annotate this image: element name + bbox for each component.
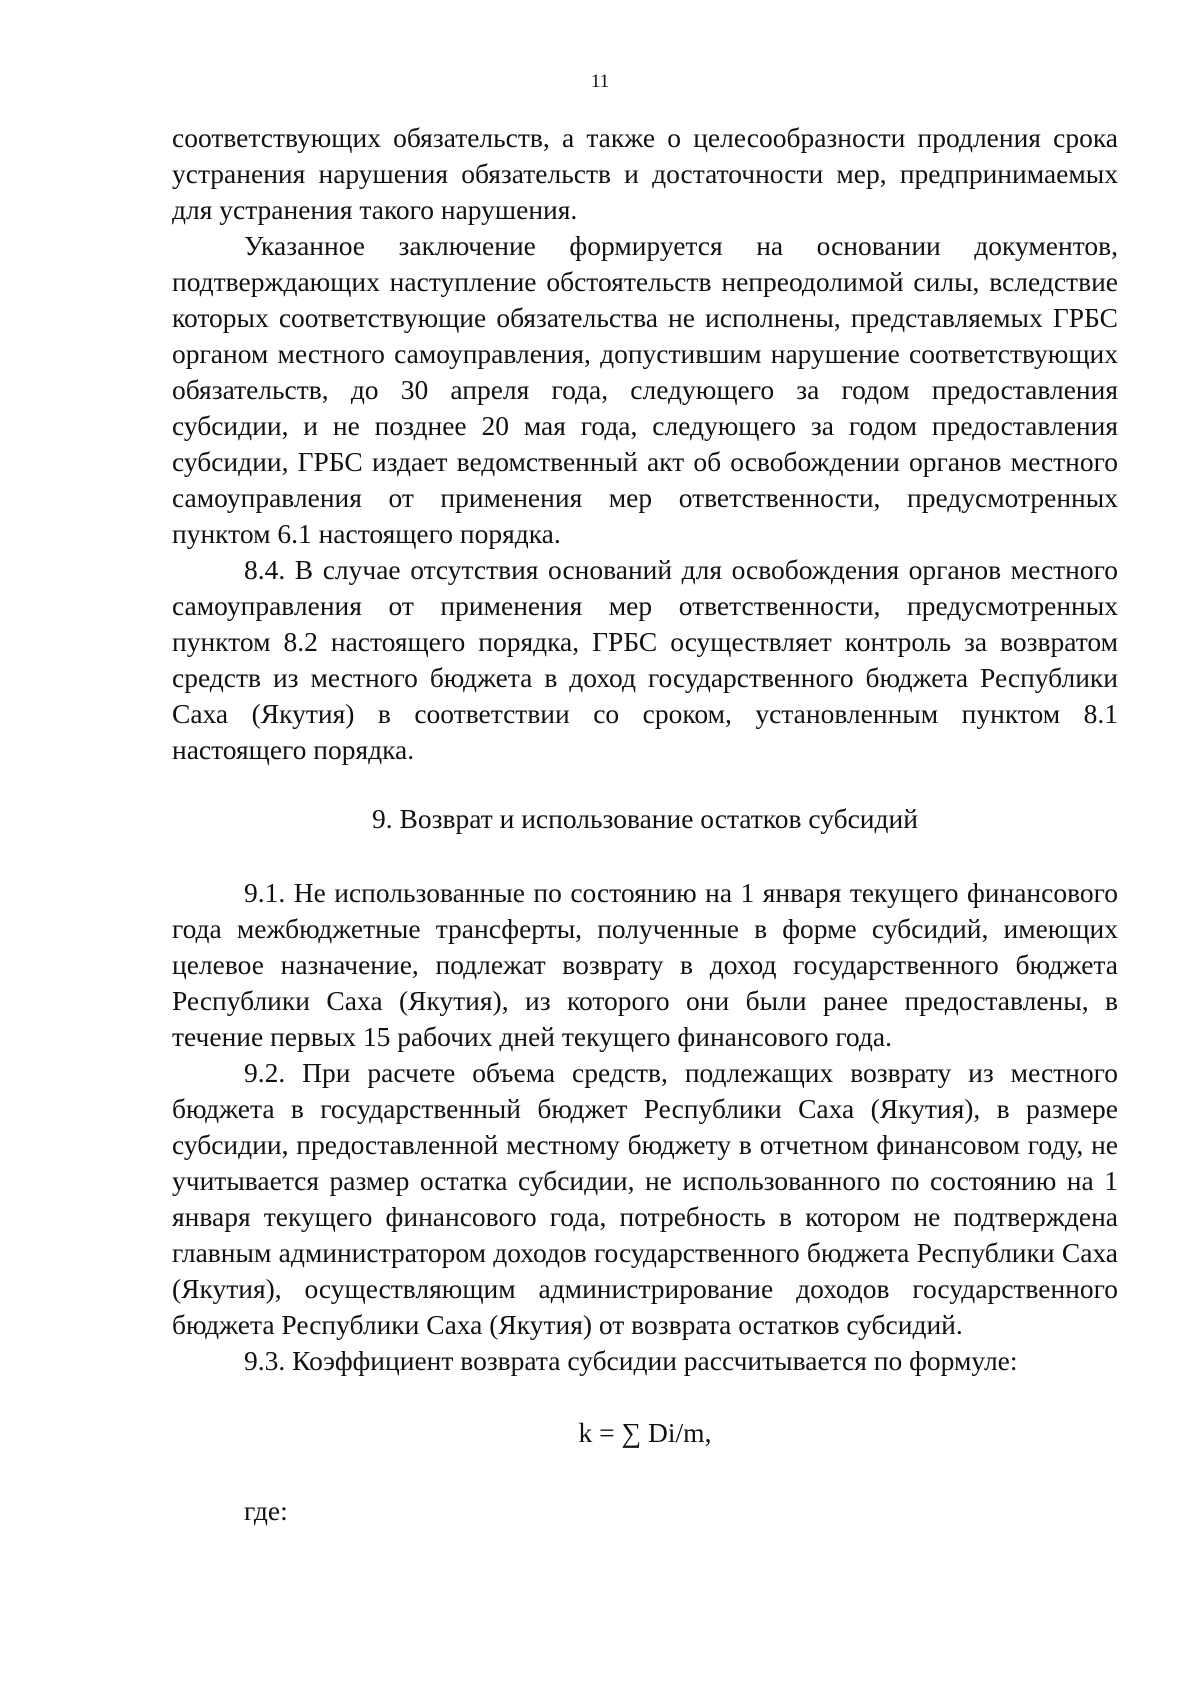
- paragraph-9-2: 9.2. При расчете объема средств, подлежащих возврату из местного бюджета в государственный бюджет Республики Саха (Якутия), в размере субсидии, предоставленной местному бюджету в отчетном финансовом году, не учитывается размер остатка субсидии, не использованного по состоянию на 1 января текущего финансового года, потребность в котором не подтверждена главным администратором доходов государственного бюджета Республики Саха (Якутия), осуществляющим администрирование доходов государственного бюджета Республики Саха (Якутия) от возврата остатков субсидий.: [172, 1057, 1118, 1340]
- paragraph-conclusion: Указанное заключение формируется на основании документов, подтверждающих наступление обстоятельств непреодолимой силы, вследствие которых соответствующие обязательства не исполнены, представляемых ГРБС органом местного самоуправления, допустившим нарушение соответствующих обязательств, до 30 апреля года, следующего за годом предоставления субсидии, и не позднее 20 мая года, следующего за годом предоставления субсидии, ГРБС издает ведомственный акт об освобождении органов местного самоуправления от применения мер ответственности, предусмотренных пунктом 6.1 настоящего порядка.: [172, 230, 1118, 549]
- paragraph-9-3: 9.3. Коэффициент возврата субсидии рассчитывается по формуле:: [244, 1345, 1018, 1376]
- paragraph-continuation: соответствующих обязательств, а также о целесообразности продления срока устранения нарушения обязательств и достаточности мер, предпринимаемых для устранения такого нарушения.: [172, 122, 1118, 225]
- paragraph-9-1: 9.1. Не использованные по состоянию на 1 января текущего финансового года межбюджетные трансферты, полученные в форме субсидий, имеющих целевое назначение, подлежат возврату в доход государственного бюджета Республики Саха (Якутия), из которого они были ранее предоставлены, в течение первых 15 рабочих дней текущего финансового года.: [172, 877, 1118, 1052]
- document-body: [172, 120, 1118, 1529]
- paragraph-8-4: 8.4. В случае отсутствия оснований для освобождения органов местного самоуправления от применения мер ответственности, предусмотренных пунктом 8.2 настоящего порядка, ГРБС осуществляет контроль за возвратом средств из местного бюджета в доход государственного бюджета Республики Саха (Якутия) в соответствии со сроком, установленным пунктом 8.1 настоящего порядка.: [172, 554, 1118, 765]
- formula: k = ∑ Di/m,: [578, 1417, 712, 1448]
- where-label: где:: [244, 1495, 288, 1526]
- section-heading: 9. Возврат и использование остатков субсидий: [372, 803, 918, 834]
- page-number: 11: [590, 71, 610, 92]
